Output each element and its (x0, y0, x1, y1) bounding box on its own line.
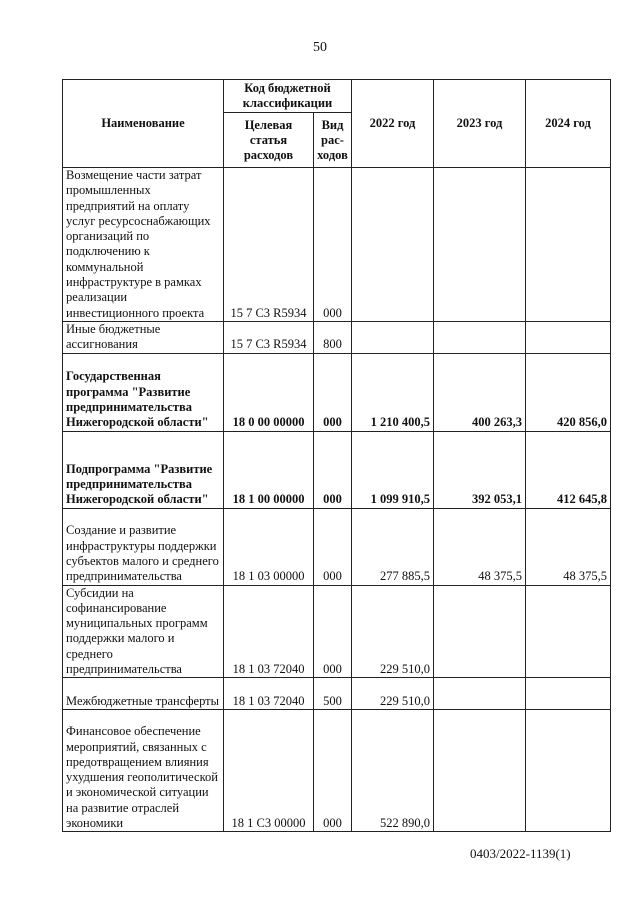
row-2022 (352, 168, 434, 322)
row-2024 (526, 168, 611, 322)
row-code: 18 1 03 00000 (224, 508, 314, 585)
row-2023 (434, 585, 526, 678)
row-2023 (434, 168, 526, 322)
table-row (63, 678, 611, 710)
row-2022: 229 510,0 (352, 678, 434, 710)
row-2024: 420 856,0 (526, 353, 611, 431)
row-vid: 000 (314, 585, 352, 678)
row-vid: 000 (314, 353, 352, 431)
row-2022: 522 890,0 (352, 710, 434, 832)
row-2023: 392 053,1 (434, 431, 526, 508)
row-name: Подпрограмма "Развитие предпринимательства Нижегородской области" (63, 431, 224, 508)
header-2024: 2024 год (526, 80, 611, 168)
row-2022: 1 099 910,5 (352, 431, 434, 508)
row-2024 (526, 710, 611, 832)
row-code: 15 7 C3 R5934 (224, 321, 314, 353)
header-kbk: Код бюджетной классификации (224, 80, 352, 113)
row-2022: 229 510,0 (352, 585, 434, 678)
table-row (63, 168, 611, 322)
row-2022 (352, 321, 434, 353)
header-vid: Вид рас-ходов (314, 113, 352, 168)
table-row (63, 353, 611, 431)
table-row (63, 321, 611, 353)
table-row (63, 508, 611, 585)
row-code: 18 1 03 72040 (224, 585, 314, 678)
page-number: 50 (313, 40, 327, 55)
row-2024 (526, 585, 611, 678)
row-code: 18 0 00 00000 (224, 353, 314, 431)
row-2023 (434, 710, 526, 832)
row-2022: 1 210 400,5 (352, 353, 434, 431)
header-2023: 2023 год (434, 80, 526, 168)
row-code: 15 7 C3 R5934 (224, 168, 314, 322)
row-vid: 000 (314, 431, 352, 508)
row-2023 (434, 321, 526, 353)
row-vid: 000 (314, 710, 352, 832)
row-code: 18 1 03 72040 (224, 678, 314, 710)
row-name: Межбюджетные трансферты (63, 678, 224, 710)
row-code: 18 1 C3 00000 (224, 710, 314, 832)
row-2024 (526, 678, 611, 710)
row-2023 (434, 678, 526, 710)
row-name: Финансовое обеспечение мероприятий, связанных с предотвращением влияния ухудшения геополитической и экономической ситуации на развитие отраслей экономики (63, 710, 224, 832)
row-name: Иные бюджетные ассигнования (63, 321, 224, 353)
row-vid: 800 (314, 321, 352, 353)
row-2023: 48 375,5 (434, 508, 526, 585)
table-row (63, 710, 611, 832)
table-row (63, 585, 611, 678)
row-2023: 400 263,3 (434, 353, 526, 431)
row-2024 (526, 321, 611, 353)
header-2022: 2022 год (352, 80, 434, 168)
row-name: Возмещение части затрат промышленных предприятий на оплату услуг ресурсоснабжающих организаций по подключению к коммунальной инфраструктуре в рамках реализации инвестиционного проекта (63, 168, 224, 322)
row-name: Государственная программа "Развитие предпринимательства Нижегородской области" (63, 353, 224, 431)
row-name: Создание и развитие инфраструктуры поддержки субъектов малого и среднего предпринимательства (63, 508, 224, 585)
row-2024: 412 645,8 (526, 431, 611, 508)
row-vid: 000 (314, 508, 352, 585)
row-code: 18 1 00 00000 (224, 431, 314, 508)
row-vid: 500 (314, 678, 352, 710)
header-name: Наименование (63, 80, 224, 168)
budget-table (62, 79, 611, 832)
header-target: Целевая статья расходов (224, 113, 314, 168)
row-2024: 48 375,5 (526, 508, 611, 585)
row-2022: 277 885,5 (352, 508, 434, 585)
row-vid: 000 (314, 168, 352, 322)
table-row (63, 431, 611, 508)
document-code: 0403/2022-1139(1) (470, 846, 571, 861)
row-name: Субсидии на софинансирование муниципальных программ поддержки малого и среднего предпринимательства (63, 585, 224, 678)
